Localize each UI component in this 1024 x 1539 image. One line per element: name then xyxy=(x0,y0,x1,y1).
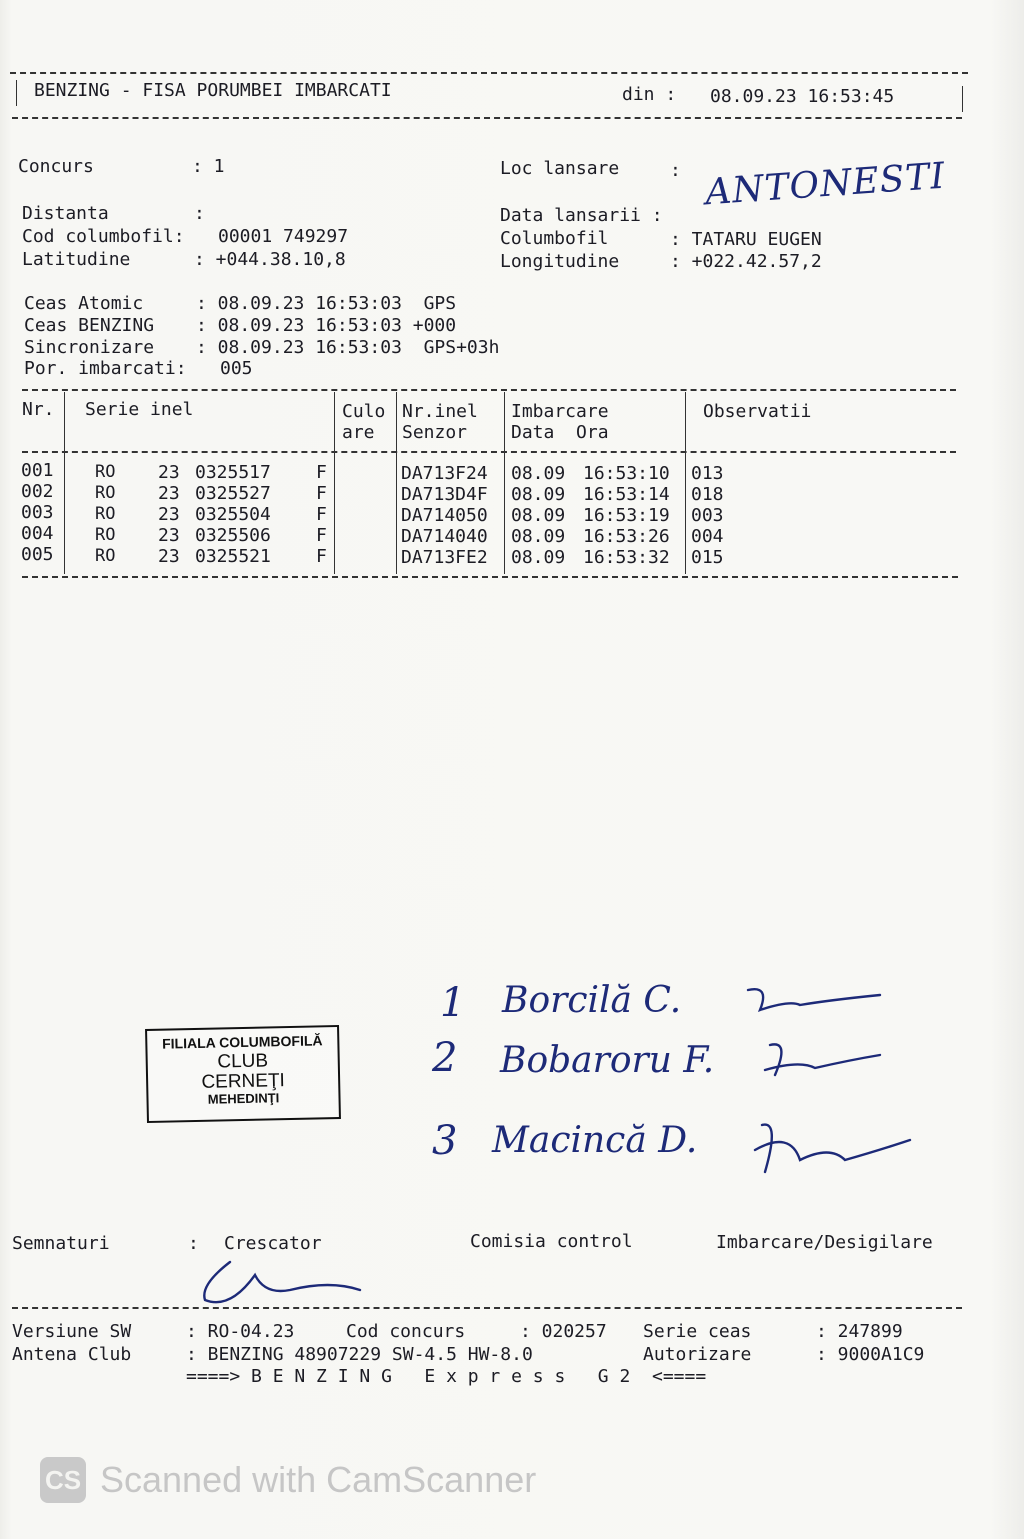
antena-value: : BENZING 48907229 SW-4.5 HW-8.0 xyxy=(186,1344,533,1365)
distanta-value: : xyxy=(194,203,205,224)
row-sex: F xyxy=(316,525,327,546)
row-year: 23 xyxy=(158,483,180,504)
ceas-atomic-label: Ceas Atomic xyxy=(24,293,144,314)
row-sex: F xyxy=(316,504,327,525)
row-nr: 001 xyxy=(21,460,54,481)
autorizare-label: Autorizare xyxy=(643,1344,752,1365)
row-sex: F xyxy=(316,546,327,567)
footer-rule xyxy=(12,1307,962,1309)
sincronizare-value: : 08.09.23 16:53:03 GPS+03h xyxy=(196,337,500,358)
loc-lansare-colon: : xyxy=(670,160,681,181)
table-row xyxy=(0,544,1024,568)
benzing-banner: ====> B E N Z I N G E x p r e s s G 2 <==== xyxy=(186,1366,707,1387)
page-title: BENZING - FISA PORUMBEI IMBARCATI xyxy=(34,80,392,101)
camscanner-watermark xyxy=(40,1455,560,1505)
row-date: 08.09 xyxy=(511,505,566,526)
stamp-line-1: FILIALA COLUMBOFILĂ xyxy=(161,1032,323,1052)
handwritten-name-3: Macincă D. xyxy=(492,1120,698,1161)
handwritten-name-2: Bobaroru F. xyxy=(500,1040,715,1081)
sincronizare-label: Sincronizare xyxy=(24,337,155,358)
col-header-culoare-1: Culo xyxy=(342,401,386,422)
semnaturi-colon: : xyxy=(188,1233,199,1254)
serie-ceas-label: Serie ceas xyxy=(643,1321,752,1342)
table-header-rule xyxy=(22,451,956,453)
row-nr: 004 xyxy=(21,523,54,544)
handwritten-name-1: Borcilă C. xyxy=(502,980,682,1021)
latitudine-label: Latitudine xyxy=(22,249,131,270)
header-top-rule xyxy=(10,72,968,74)
header-bottom-rule xyxy=(12,117,962,119)
header-din-label: din : xyxy=(622,84,677,105)
row-country: RO xyxy=(95,483,116,503)
versiune-value: : RO-04.23 xyxy=(186,1321,295,1342)
row-country: RO xyxy=(95,525,116,545)
row-time: 16:53:19 xyxy=(583,505,670,526)
semnaturi-label: Semnaturi xyxy=(12,1233,110,1254)
row-nr: 003 xyxy=(21,502,54,523)
row-country: RO xyxy=(95,546,116,566)
concurs-label: Concurs xyxy=(18,156,94,177)
por-imbarcati-value: 005 xyxy=(220,358,253,379)
ceas-benzing-label: Ceas BENZING xyxy=(24,315,155,336)
comisia-label: Comisia control xyxy=(470,1231,633,1252)
handwritten-num-1: 1 xyxy=(440,980,466,1026)
col-header-imbarcare-2: Data Ora xyxy=(511,422,609,443)
cod-columbofil-label: Cod columbofil: xyxy=(22,226,185,247)
distanta-label: Distanta xyxy=(22,203,109,224)
row-year: 23 xyxy=(158,462,180,483)
row-sensor: DA714050 xyxy=(401,505,488,526)
latitudine-value: : +044.38.10,8 xyxy=(194,249,346,270)
columbofil-value: : TATARU EUGEN xyxy=(670,229,822,250)
concurs-value: : 1 xyxy=(192,156,225,177)
col-header-serie: Serie inel xyxy=(85,399,194,420)
ceas-benzing-value: : 08.09.23 16:53:03 +000 xyxy=(196,315,457,336)
header-right-border xyxy=(962,86,963,112)
table-row xyxy=(0,502,1024,526)
table-bottom-rule xyxy=(22,576,958,578)
loc-lansare-handwritten: ANTONESTI xyxy=(703,155,947,214)
row-date: 08.09 xyxy=(511,484,566,505)
antena-label: Antena Club xyxy=(12,1344,132,1365)
row-date: 08.09 xyxy=(511,463,566,484)
col-header-nrinel-1: Nr.inel xyxy=(402,401,478,422)
table-top-rule xyxy=(22,389,956,391)
row-ring: 0325527 xyxy=(195,483,271,504)
row-obs: 013 xyxy=(691,463,724,484)
signature-3 xyxy=(755,1125,910,1172)
row-sex: F xyxy=(316,483,327,504)
row-sensor: DA713FE2 xyxy=(401,547,488,568)
row-obs: 004 xyxy=(691,526,724,547)
row-obs: 018 xyxy=(691,484,724,505)
versiune-label: Versiune SW xyxy=(12,1321,132,1342)
row-sex: F xyxy=(316,462,327,483)
table-row xyxy=(0,523,1024,547)
stamp-line-3: CERNEŢI xyxy=(201,1069,286,1093)
signature-2 xyxy=(765,1044,880,1075)
crescator-label: Crescator xyxy=(224,1233,322,1254)
cod-columbofil-value: 00001 749297 xyxy=(218,226,349,247)
row-obs: 003 xyxy=(691,505,724,526)
ceas-atomic-value: : 08.09.23 16:53:03 GPS xyxy=(196,293,457,314)
stamp-line-4: MEHEDINŢI xyxy=(207,1089,280,1107)
cod-concurs-label: Cod concurs xyxy=(346,1321,466,1342)
imbarcare-desigilare-label: Imbarcare/Desigilare xyxy=(716,1232,933,1253)
row-country: RO xyxy=(95,462,116,482)
row-time: 16:53:32 xyxy=(583,547,670,568)
loc-lansare-label: Loc lansare xyxy=(500,158,620,179)
camscanner-logo-icon: CS xyxy=(40,1457,86,1503)
handwritten-num-2: 2 xyxy=(432,1035,458,1081)
row-time: 16:53:14 xyxy=(583,484,670,505)
por-imbarcati-label: Por. imbarcati: xyxy=(24,358,187,379)
columbofil-label: Columbofil xyxy=(500,228,609,249)
row-nr: 005 xyxy=(21,544,54,565)
camscanner-text: Scanned with CamScanner xyxy=(100,1459,537,1500)
row-date: 08.09 xyxy=(511,547,566,568)
row-obs: 015 xyxy=(691,547,724,568)
row-sensor: DA714040 xyxy=(401,526,488,547)
row-country: RO xyxy=(95,504,116,524)
stamp-line-2: CLUB xyxy=(217,1050,269,1073)
signature-1 xyxy=(748,989,880,1010)
row-time: 16:53:26 xyxy=(583,526,670,547)
longitudine-label: Longitudine xyxy=(500,251,620,272)
row-ring: 0325504 xyxy=(195,504,271,525)
data-lansarii-label: Data lansarii : xyxy=(500,205,663,226)
col-header-observatii: Observatii xyxy=(703,401,812,422)
col-header-culoare-2: are xyxy=(342,422,375,443)
club-stamp xyxy=(145,1025,341,1123)
row-time: 16:53:10 xyxy=(583,463,670,484)
table-row xyxy=(0,481,1024,505)
row-sensor: DA713F24 xyxy=(401,463,488,484)
autorizare-value: : 9000A1C9 xyxy=(816,1344,925,1365)
row-ring: 0325506 xyxy=(195,525,271,546)
row-nr: 002 xyxy=(21,481,54,502)
signature-crescator xyxy=(204,1262,360,1302)
cod-concurs-value: : 020257 xyxy=(520,1321,607,1342)
header-datetime: 08.09.23 16:53:45 xyxy=(710,86,895,107)
longitudine-value: : +022.42.57,2 xyxy=(670,251,822,272)
col-header-nr: Nr. xyxy=(22,399,55,420)
table-row xyxy=(0,460,1024,484)
row-sensor: DA713D4F xyxy=(401,484,488,505)
row-year: 23 xyxy=(158,546,180,567)
col-header-nrinel-2: Senzor xyxy=(402,422,468,443)
row-year: 23 xyxy=(158,504,180,525)
row-date: 08.09 xyxy=(511,526,566,547)
row-ring: 0325517 xyxy=(195,462,271,483)
row-year: 23 xyxy=(158,525,180,546)
row-ring: 0325521 xyxy=(195,546,271,567)
header-left-border xyxy=(16,80,17,106)
handwritten-num-3: 3 xyxy=(432,1118,458,1164)
serie-ceas-value: : 247899 xyxy=(816,1321,903,1342)
col-header-imbarcare-1: Imbarcare xyxy=(511,401,609,422)
